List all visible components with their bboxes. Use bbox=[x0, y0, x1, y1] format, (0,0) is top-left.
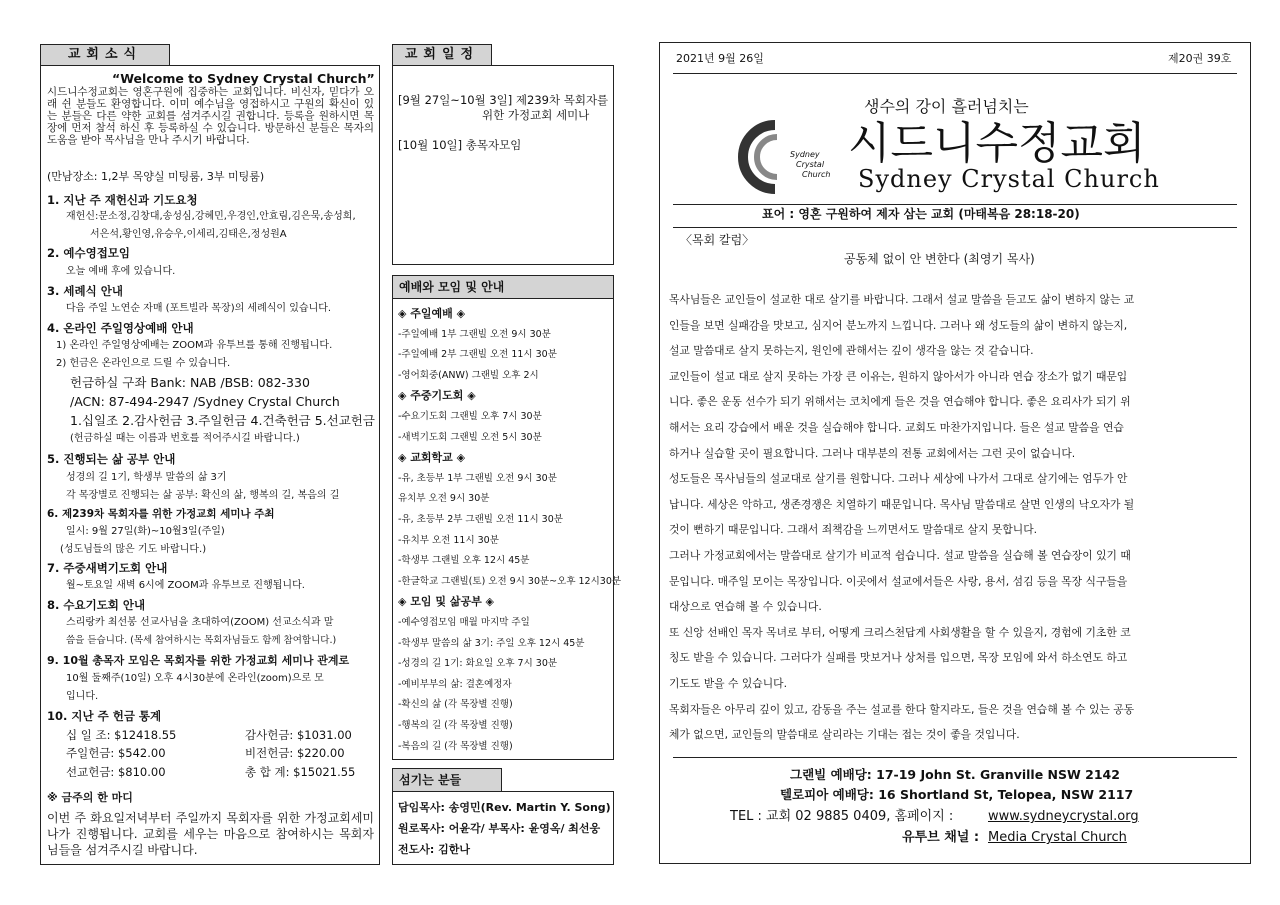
verse-title: ※ 금주의 한 마디 bbox=[47, 791, 133, 804]
news-item-6-line: (성도님들의 많은 기도 바랍니다.) bbox=[60, 544, 207, 555]
divider bbox=[673, 204, 1237, 205]
column-line: 성도들은 목사님들의 설교대로 살기를 원합니다. 그러나 세상에 나가서 그대로 살기에는 엄두가 안 bbox=[669, 472, 1128, 486]
column-line: 목사님들은 교인들이 설교한 대로 살기를 바랍니다. 그래서 설교 말씀을 듣고도 삶이 변하지 않는 교 bbox=[669, 293, 1135, 306]
worship-item: -수요기도회 그랜빌 오후 7시 30분 bbox=[398, 411, 542, 422]
offering-row: 총 합 계: $15021.55 bbox=[245, 765, 356, 779]
address-granville: 그랜빌 예배당: 17-19 John St. Granville NSW 2142 bbox=[790, 767, 1120, 782]
schedule-line: [10월 10일] 총목자모임 bbox=[398, 138, 522, 152]
welcome-body: 시드니수정교회는 영혼구원에 집중하는 교회입니다. 비신자, 믿다가 오래 쉰 분들도 환영합니다. 이미 예수님을 영접하시고 구원의 확신이 있는 분들은 다른 약한 교회를 섬겨주시길 권합니다. 등록을 원하시면 목장에 먼저 참석 하신 후 등록하실 수 있습니다. 방문하신 분들은 목자의 도움을 받아 목사님을 만나 주시기 바랍니다. bbox=[47, 86, 374, 146]
worship-item: -복음의 길 (각 목장별 진행) bbox=[398, 740, 513, 752]
column-title: 공동체 없이 안 변한다 (최영기 목사) bbox=[844, 252, 1035, 266]
church-name-kr: 시드니수정교회 bbox=[848, 118, 1146, 169]
news-item-2-title: 2. 예수영접모임 bbox=[47, 246, 131, 260]
news-item-7-title: 7. 주중새벽기도회 안내 bbox=[47, 561, 168, 575]
worship-item: 유치부 오전 9시 30분 bbox=[398, 493, 490, 505]
welcome-title: “Welcome to Sydney Crystal Church” bbox=[112, 71, 375, 86]
news-item-1-line: 재헌신:문소정,김창대,송성심,강혜민,우경인,안효림,김은묵,송성희, bbox=[66, 211, 356, 222]
church-name-en: Sydney Crystal Church bbox=[858, 165, 1160, 193]
address-telopea: 텔로피아 예배당: 16 Shortland St, Telopea, NSW 2117 bbox=[780, 787, 1134, 802]
meeting-place: (만남장소: 1,2부 목양실 미팅룸, 3부 미팅룸) bbox=[47, 170, 265, 183]
worship-section-heading: ◈ 교회학교 ◈ bbox=[398, 451, 466, 465]
worship-section-heading: ◈ 주일예배 ◈ bbox=[398, 307, 466, 320]
news-item-8-title: 8. 수요기도회 안내 bbox=[47, 598, 146, 612]
schedule-line: 위한 가정교회 세미나 bbox=[482, 108, 590, 122]
divider bbox=[673, 227, 1237, 228]
news-item-6-title: 6. 제239차 목회자를 위한 가정교회 세미나 주최 bbox=[47, 508, 275, 520]
youtube-label: 유투브 채널 : bbox=[902, 830, 980, 845]
column-line: 하거나 실습할 곳이 필요합니다. 그러나 대부분의 전통 교회에서는 그런 곳이 없습니다. bbox=[669, 446, 1076, 460]
column-line: 체가 없으면, 교인들의 말씀대로 살리라는 기대는 접는 것이 좋을 것입니다. bbox=[669, 728, 1020, 742]
worship-item: -성경의 길 1기: 화요일 오후 7시 30분 bbox=[398, 658, 558, 670]
news-item-1-title: 1. 지난 주 재헌신과 기도요청 bbox=[47, 193, 198, 207]
worship-item: -유, 초등부 1부 그랜빌 오전 9시 30분 bbox=[398, 472, 557, 484]
motto: 표어 : 영혼 구원하여 제자 삼는 교회 (마태복음 28:18-20) bbox=[762, 207, 1080, 221]
worship-item: -학생부 그랜빌 오후 12시 45분 bbox=[398, 555, 530, 567]
news-item-4-title: 4. 온라인 주일영상예배 안내 bbox=[47, 321, 194, 335]
column-line: 니다. 좋은 운동 선수가 되기 위해서는 코치에게 들은 것을 연습해야 합니다. 좋은 요리사가 되기 위 bbox=[669, 395, 1131, 409]
worship-item: -한글학교 그랜빌(토) 오전 9시 30분~오후 12시30분 bbox=[398, 575, 622, 587]
offering-title: 10. 지난 주 헌금 통계 bbox=[47, 709, 162, 723]
issue-date: 2021년 9월 26일 bbox=[676, 52, 764, 65]
column-line: 해서는 요리 강습에서 배운 것을 실습해야 합니다. 교회도 마찬가지입니다. 들은 설교 말씀을 연습 bbox=[669, 421, 1124, 434]
news-item-9-line: 입니다. bbox=[66, 691, 99, 702]
worship-item: -유, 초등부 2부 그랜빌 오전 11시 30분 bbox=[398, 514, 563, 525]
worship-item: -행복의 길 (각 목장별 진행) bbox=[398, 720, 513, 731]
contact-tel: TEL : 교회 02 9885 0409, 홈페이지 : bbox=[730, 809, 954, 824]
news-item-9-line: 10월 둘째주(10일) 오후 4시30분에 온라인(zoom)으로 모 bbox=[66, 673, 324, 684]
homepage-link[interactable]: www.sydneycrystal.org bbox=[988, 809, 1139, 824]
column-line: 또 신앙 선배인 목자 목녀로 부터, 어떻게 크리스천답게 사회생활을 할 수 있을지, 경험에 기초한 코 bbox=[669, 625, 1131, 639]
news-item-1-line: 서은석,황인영,유승우,이세리,김태은,정성원A bbox=[90, 229, 287, 240]
column-line: 인들을 보면 실패감을 맛보고, 심지어 분노까지 느낍니다. 그러나 왜 성도들의 삶이 변하지 않는지, bbox=[669, 318, 1128, 332]
logo-text: Sydney bbox=[790, 150, 820, 159]
bank-acn: /ACN: 87-494-2947 /Sydney Crystal Church bbox=[70, 394, 340, 409]
news-item-2-line: 오늘 예배 후에 있습니다. bbox=[66, 266, 176, 277]
news-tab: 교회소식 bbox=[40, 44, 170, 66]
servant-line: 원로목사: 어윤각/ 부목사: 윤영옥/ 최선웅 bbox=[398, 822, 601, 835]
bank-account: 헌금하실 구좌 Bank: NAB /BSB: 082-330 bbox=[70, 375, 310, 390]
divider bbox=[673, 757, 1237, 758]
column-line: 대상으로 연습해 볼 수 있습니다. bbox=[669, 600, 822, 614]
divider bbox=[673, 73, 1237, 74]
worship-item: -유치부 오전 11시 30분 bbox=[398, 534, 499, 546]
servant-line: 담임목사: 송영민(Rev. Martin Y. Song) bbox=[398, 801, 611, 814]
column-line: 것이 뻔하기 때문입니다. 그래서 죄책감을 느끼면서도 말씀대로 살지 못합니다. bbox=[669, 523, 1038, 537]
news-item-5-line: 성경의 길 1기, 학생부 말씀의 삶 3기 bbox=[66, 472, 227, 483]
worship-item: -영어회중(ANW) 그랜빌 오후 2시 bbox=[398, 369, 539, 381]
news-item-4-line: (헌금하실 때는 이름과 번호를 적어주시길 바랍니다.) bbox=[70, 433, 300, 444]
youtube-link[interactable]: Media Crystal Church bbox=[988, 830, 1127, 845]
logo-text: Crystal bbox=[796, 160, 825, 169]
news-item-4-line: 2) 헌금은 온라인으로 드릴 수 있습니다. bbox=[56, 358, 231, 369]
servants-header: 섬기는 분들 bbox=[392, 768, 502, 792]
logo-text: Church bbox=[802, 170, 831, 179]
offering-row: 십 일 조: $12418.55 bbox=[66, 728, 177, 742]
worship-item: -새벽기도회 그랜빌 오전 5시 30분 bbox=[398, 431, 542, 443]
column-line: 문입니다. 매주일 모이는 목장입니다. 이곳에서 설교에서들은 사랑, 용서, 섬김 등을 목장 식구들을 bbox=[669, 574, 1128, 588]
offering-row: 주일헌금: $542.00 bbox=[66, 746, 166, 760]
worship-item: -주일예배 2부 그랜빌 오전 11시 30분 bbox=[398, 349, 557, 361]
schedule-line: [9월 27일~10월 3일] 제239차 목회자를 bbox=[398, 93, 609, 107]
worship-item: -확신의 삶 (각 목장별 진행) bbox=[398, 699, 513, 711]
worship-section-heading: ◈ 모임 및 삶공부 ◈ bbox=[398, 595, 494, 609]
offering-row: 비전헌금: $220.00 bbox=[245, 746, 345, 760]
news-item-5-title: 5. 진행되는 삶 공부 안내 bbox=[47, 452, 176, 466]
worship-header: 예배와 모임 및 안내 bbox=[392, 275, 614, 299]
issue-number: 제20권 39호 bbox=[1168, 52, 1232, 65]
news-item-3-title: 3. 세례식 안내 bbox=[47, 284, 123, 298]
column-line: 목회자들은 아무리 깊이 있고, 감동을 주는 설교를 한다 할지라도, 들은 것을 연습해 볼 수 있는 공동 bbox=[669, 702, 1135, 716]
column-line: 기도도 받을 수 있습니다. bbox=[669, 677, 788, 690]
worship-item: -예비부부의 삶: 결혼예정자 bbox=[398, 678, 512, 690]
verse-body: 이번 주 화요일저녁부터 주일까지 목회자를 위한 가정교회세미나가 진행됩니다. 교회를 세우는 마음으로 참여하시는 목회자님들을 섬겨주시길 바랍니다. bbox=[47, 811, 374, 857]
news-item-8-line: 스리랑카 최선봉 선교사님을 초대하여(ZOOM) 선교소식과 말 bbox=[66, 617, 334, 628]
news-item-4-line: 1) 온라인 주일영상예배는 ZOOM과 유투브를 통해 진행됩니다. bbox=[56, 340, 333, 351]
news-item-8-line: 씀을 듣습니다. (목세 참여하시는 목회자님들도 함께 참여합니다.) bbox=[66, 635, 337, 646]
offering-row: 감사헌금: $1031.00 bbox=[245, 728, 352, 742]
schedule-tab: 교회일정 bbox=[392, 44, 492, 66]
news-item-6-line: 일시: 9월 27일(화)~10월3일(주일) bbox=[66, 526, 225, 537]
worship-section-heading: ◈ 주중기도회 ◈ bbox=[398, 389, 476, 403]
news-item-5-line: 각 목장별로 진행되는 삶 공부: 확신의 삶, 행복의 길, 복음의 길 bbox=[66, 490, 340, 501]
column-line: 설교 말씀대로 살지 못하는지, 원인에 관해서는 깊이 생각을 않는 것 같습니다. bbox=[669, 344, 1034, 358]
offering-types: 1.십일조 2.감사헌금 3.주일헌금 4.건축헌금 5.선교헌금 bbox=[70, 413, 375, 428]
column-line: 교인들이 설교 대로 살지 못하는 가장 큰 이유는, 원하지 않아서가 아니라 연습 장소가 없기 때문입 bbox=[669, 369, 1128, 383]
news-item-7-line: 월~토요일 새벽 6시에 ZOOM과 유투브로 진행됩니다. bbox=[66, 580, 305, 591]
column-line: 칭도 받을 수 있습니다. 그러다가 실패를 맛보거나 상처를 입으면, 목장 모임에 와서 하소연도 하고 bbox=[669, 651, 1128, 665]
worship-item: -예수영접모임 매월 마지막 주일 bbox=[398, 617, 530, 628]
offering-row: 선교헌금: $810.00 bbox=[66, 765, 166, 779]
worship-item: -주일예배 1부 그랜빌 오전 9시 30분 bbox=[398, 328, 551, 340]
worship-item: -학생부 말씀의 삶 3기: 주일 오후 12시 45분 bbox=[398, 637, 585, 649]
column-line: 그러나 가정교회에서는 말씀대로 살기가 비교적 쉽습니다. 설교 말씀을 실습해 볼 연습장이 있기 때 bbox=[669, 549, 1131, 562]
column-label: 〈목회 칼럼〉 bbox=[680, 233, 755, 247]
news-item-9-title: 9. 10월 총목자 모임은 목회자를 위한 가정교회 세미나 관계로 bbox=[47, 654, 350, 667]
servant-line: 전도사: 김한나 bbox=[398, 843, 470, 856]
tagline: 생수의 강이 흘러넘치는 bbox=[864, 97, 1029, 116]
news-item-3-line: 다음 주일 노연순 자매 (포트빌라 목장)의 세례식이 있습니다. bbox=[66, 303, 332, 314]
column-line: 납니다. 세상은 악하고, 생존경쟁은 치열하기 때문입니다. 목사님 말씀대로 살면 인생의 낙오자가 될 bbox=[669, 497, 1135, 511]
